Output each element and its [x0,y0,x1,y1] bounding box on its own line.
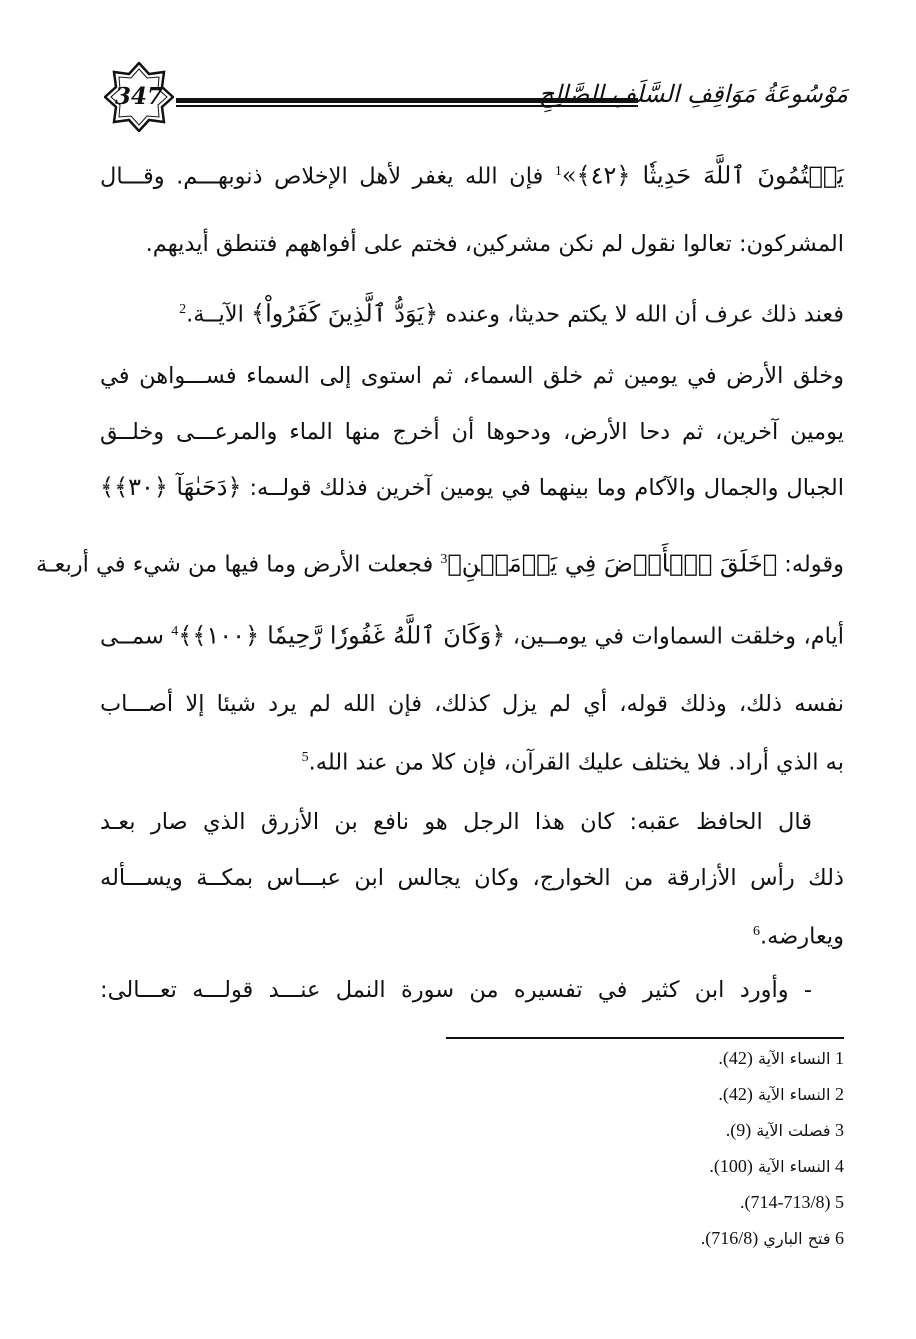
footnote-number: 1 [830,1048,844,1068]
body-line [100,912,844,957]
footnote-item [344,1192,844,1213]
text-run: المشركون: تعالوا نقول لم نكن مشركين، فختم على أفواههم فتنطق أيديهم. [145,231,844,257]
text-run: نفسه ذلك، وذلك قوله، أي لم يزل كذلك، فإن الله لم يرد شيئا إلا أصـــاب [100,691,844,717]
footnote-value: (42). [718,1048,753,1068]
body-line [100,290,844,335]
footnote-value: (714-713/8). [740,1192,831,1212]
footnote-number: 5 [830,1192,844,1212]
text-run: ذلك رأس الأزارقة من الخوارج، وكان يجالس ابن عبـــاس بمكــة ويســـأله [100,865,844,891]
text-run: الجبال والجمال والآكام وما بينهما في يومين آخرين فذلك قولــه: [241,475,844,501]
footnote-item [344,1120,844,1141]
footnote-value: (100). [709,1156,753,1176]
body-line [100,224,844,264]
text-run: قال الحافظ عقبه: كان هذا الرجل هو نافع بن الأزرق الذي صار بعـد [100,809,812,835]
footnote-ref[interactable]: 2 [179,302,187,317]
footnote-item [344,1156,844,1177]
quran-quote: ﴿خَلَقَ ٱلۡأَرۡضَ فِي يَوۡمَيۡنِ﴾ [447,549,778,578]
text-run: - وأورد ابن كثير في تفسيره من سورة النمل عنـــد قولـــه تعـــالى: [100,977,812,1003]
body-line [100,356,844,396]
footnote-ref[interactable]: 6 [752,924,760,939]
body-line [100,612,844,657]
footnote-ref[interactable]: 5 [301,750,309,765]
text-run: به الذي أراد. فلا يختلف عليك القرآن، فإن كلا من عند الله. [308,749,844,776]
text-run: وخلق الأرض في يومين ثم خلق السماء، ثم استوى إلى السماء فســـواهن في [100,363,844,389]
text-run: أيام، وخلقت السماوات في يومــين، [505,623,845,650]
footnote-label: النساء الآية [757,1157,831,1176]
footnote-number: 2 [830,1084,844,1104]
text-run: سمــى [100,623,172,650]
body-line [100,970,812,1010]
quran-quote: ﴿يَوَدُّ ٱلَّذِينَ كَفَرُواْ﴾ [251,299,439,328]
body-line [100,412,844,452]
footnote-item [344,1048,844,1069]
footnote-number: 6 [830,1228,844,1248]
book-title: مَوْسُوعَةُ مَوَاقِفِ السَّلَفِ الصَّالِحِ [538,80,848,108]
footnote-value: (9). [725,1120,752,1140]
body-line [100,858,844,898]
quran-quote: يَكۡتُمُونَ ٱللَّهَ حَدِيثٗا ﴿٤٢﴾» [561,161,844,190]
text-run: فإن الله يغفر لأهل الإخلاص ذنوبهـــم. وقـــال [100,163,555,190]
text-run: ويعارضه. [759,923,844,950]
footnote-ref[interactable]: 1 [554,164,562,179]
footnote-item [344,1084,844,1105]
footnote-ref[interactable]: 4 [171,624,179,639]
quran-quote: ﴿وَكَانَ ٱللَّهُ غَفُورٗا رَّحِيمٗا ﴿١٠٠﴾﴾ [178,621,506,650]
body-line [100,152,844,197]
footnote-label: النساء الآية [757,1085,831,1104]
quran-quote: ﴿دَحَىٰهَآ ﴿٣٠﴾﴾ [100,473,242,501]
footnote-ref[interactable]: 3 [440,552,448,567]
body-line [100,467,844,508]
body-line [100,684,844,724]
text-run: يومين آخرين، ثم دحا الأرض، ودحوها أن أخرج منها الماء والمرعـــى وخلــق [100,419,844,445]
footnote-divider [446,1037,844,1039]
footnote-label: فصلت الآية [756,1121,831,1140]
text-run: فجعلت الأرض وما فيها من شيء في أربعـة [36,551,441,578]
body-line [36,540,844,585]
footnote-number: 4 [830,1156,844,1176]
footnote-value: (42). [718,1084,753,1104]
text-run: فعند ذلك عرف أن الله لا يكتم حديثا، وعنده [438,301,844,328]
footnote-label: النساء الآية [757,1049,831,1068]
footnote-label: فتح الباري [763,1229,831,1248]
text-run: وقوله: [777,551,844,578]
page-number-badge [104,62,174,132]
body-line [100,738,844,783]
body-line [100,802,812,842]
page-header [96,62,848,134]
text-run: الآيــة. [186,301,252,328]
footnote-value: (716/8). [700,1228,759,1248]
page-number: 347 [114,83,163,110]
footnote-item [344,1228,844,1249]
footnote-number: 3 [830,1120,844,1140]
